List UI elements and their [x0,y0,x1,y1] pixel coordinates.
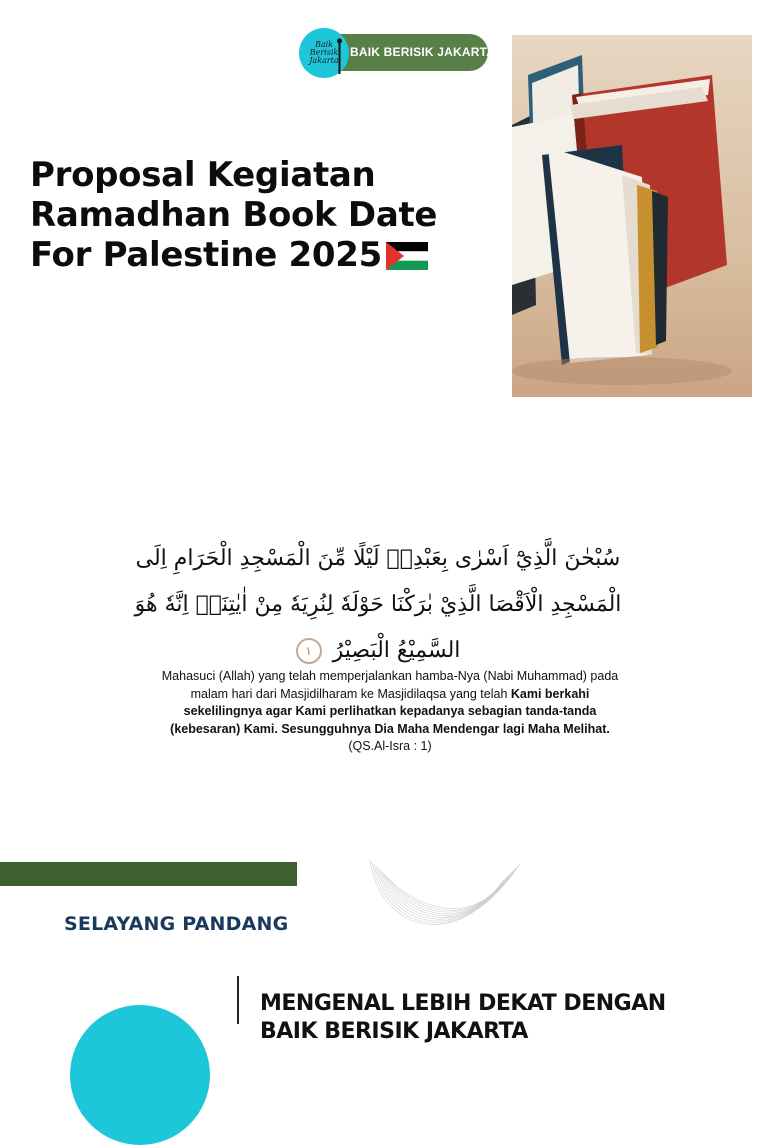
document-title [30,155,470,275]
swirl-decoration [366,860,526,942]
section-heading: SELAYANG PANDANG [64,913,289,935]
minaret-icon [337,38,342,74]
vertical-divider [237,976,239,1024]
palestine-flag-icon [386,242,428,270]
books-photo [512,35,752,397]
translation-plain: Mahasuci (Allah) yang telah memperjalankan hamba-Nya (Nabi Muhammad) pada malam hari dari Masjidilharam ke Masjidilaqsa yang telah [161,669,619,701]
verse-translation [150,668,630,756]
verse-number: ١ [296,638,322,664]
section-accent-bar [0,862,297,886]
logo-name: BAIK BERISIK JAKARTA [350,45,496,59]
logo-mark-text: Baik Berisik Jakarta [309,40,339,65]
translation-bold: Kami berkahi sekelilingnya agar Kami perlihatkan kepadanya sebagian tanda-tanda (kebesaran) Kami. Sesungguhnya Dia Maha Mendengar lagi Maha Melihat. [170,686,610,736]
quran-verse-arabic [120,536,636,674]
decorative-circle [70,1005,210,1145]
section-subheading: MENGENAL LEBIH DEKAT DENGAN BAIK BERISIK JAKARTA [260,991,666,1044]
title-text: Proposal Kegiatan Ramadhan Book Date For Palestine 2025 [30,155,438,275]
verse-reference: (QS.Al-Isra : 1) [348,739,432,753]
arabic-text: سُبْحٰنَ الَّذِيْٓ اَسْرٰى بِعَبْدِهٖ لَيْلًا مِّنَ الْمَسْجِدِ الْحَرَامِ اِلَى الْمَسْجِدِ الْاَقْصَا الَّذِيْ بٰرَكْنَا حَوْلَهٗ لِنُرِيَهٗ مِنْ اٰيٰتِنَاۗ اِنَّهٗ هُوَ السَّمِيْعُ الْبَصِيْرُ [134,546,622,663]
